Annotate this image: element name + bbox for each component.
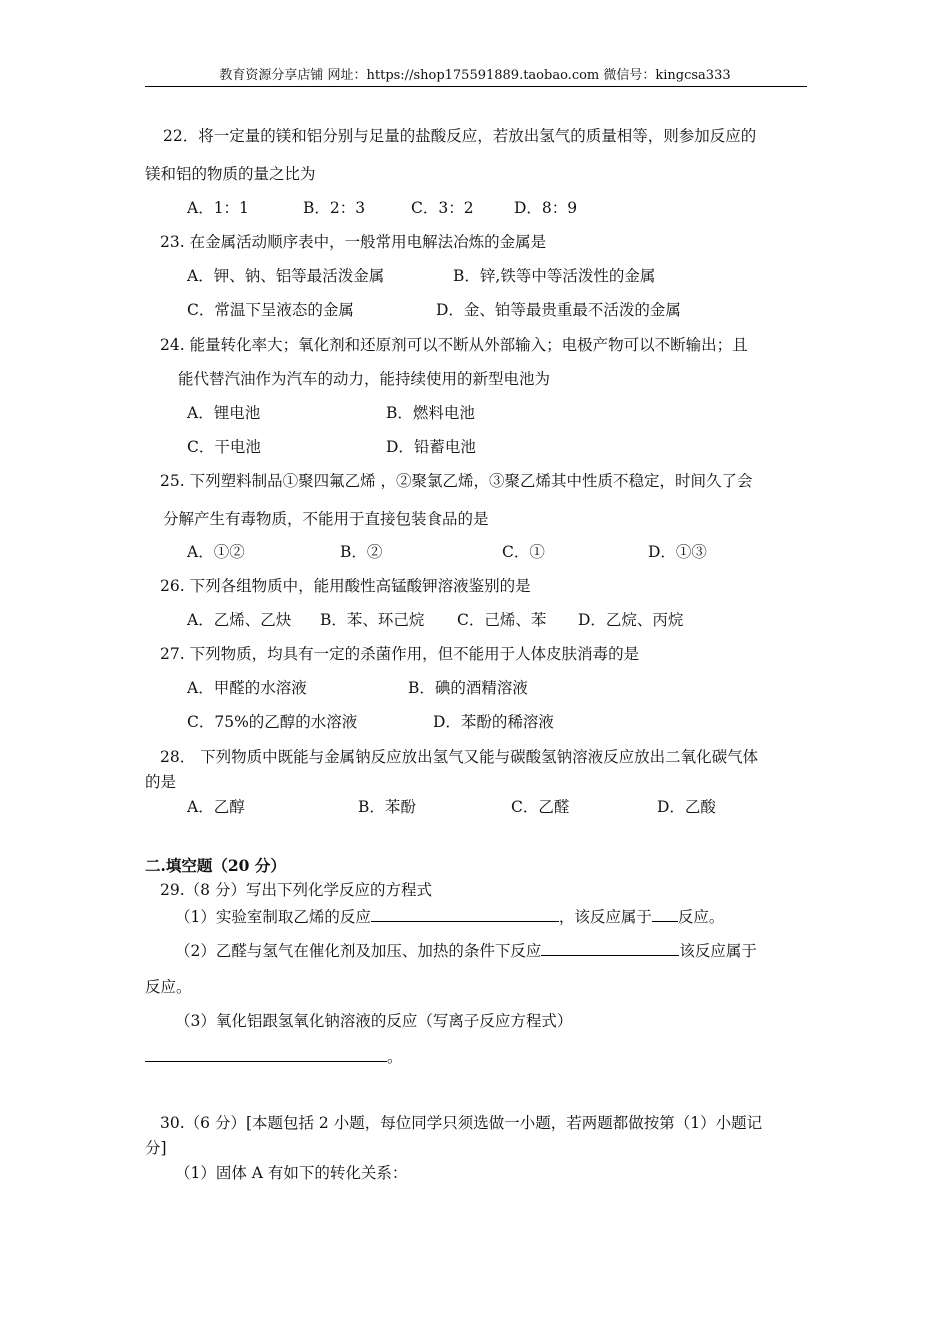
q24-stem-line2: 能代替汽油作为汽车的动力，能持续使用的新型电池为: [178, 370, 551, 388]
q29-part3-answer: [145, 1045, 403, 1067]
q28-option-b: B．苯酚: [358, 798, 416, 816]
q22-stem-line2: 镁和铝的物质的量之比为: [145, 165, 316, 183]
q30-stem-line2: 分]: [145, 1139, 167, 1157]
q29-part1: [175, 905, 724, 927]
q25-option-b: B．②: [340, 543, 383, 561]
q24-option-d: D．铅蓄电池: [386, 438, 476, 456]
q28-option-c: C．乙醛: [511, 798, 570, 816]
q24-option-a: A．锂电池: [187, 404, 261, 422]
q25-stem-line1: 25. 下列塑料制品①聚四氟乙烯 ，②聚氯乙烯，③聚乙烯其中性质不稳定，时间久了会: [160, 472, 753, 490]
page-header: 教育资源分享店铺 网址：https://shop175591889.taobao.com 微信号：kingcsa333: [219, 68, 731, 83]
q23-option-c: C．常温下呈液态的金属: [187, 301, 354, 319]
q22-option-c: C．3：2: [411, 199, 474, 217]
q26-option-d: D．乙烷、丙烷: [578, 611, 684, 629]
q29-part2-text: （2）乙醛与氢气在催化剂及加压、加热的条件下反应: [175, 942, 542, 960]
q26-option-c: C．己烯、苯: [457, 611, 547, 629]
q29-part3-blank-equation[interactable]: [145, 1045, 387, 1062]
q28-option-a: A．乙醇: [187, 798, 245, 816]
q22-option-d: D．8：9: [514, 199, 578, 217]
q25-option-c: C．①: [502, 543, 545, 561]
q30-sub1: （1）固体 A 有如下的转化关系：: [175, 1164, 408, 1182]
q29-stem: 29.（8 分）写出下列化学反应的方程式: [160, 881, 432, 899]
q29-part1-end: 反应。: [677, 908, 725, 926]
q22-option-a: A．1：1: [187, 199, 249, 217]
q30-stem-line1: 30.（6 分）[本题包括 2 小题，每位同学只须选做一小题，若两题都做按第（1）小题记: [160, 1114, 763, 1132]
q24-stem-line1: 24. 能量转化率大；氧化剂和还原剂可以不断从外部输入；电极产物可以不断输出；且: [160, 336, 748, 354]
q29-part3-end: 。: [387, 1048, 403, 1066]
q25-option-d: D．①③: [648, 543, 707, 561]
q29-part2: [175, 939, 757, 961]
q27-stem: 27. 下列物质，均具有一定的杀菌作用，但不能用于人体皮肤消毒的是: [160, 645, 640, 663]
q24-option-b: B．燃料电池: [386, 404, 475, 422]
q27-option-a: A．甲醛的水溶液: [187, 679, 307, 697]
header-divider: [145, 86, 807, 87]
q25-stem-line2: 分解产生有毒物质，不能用于直接包装食品的是: [163, 510, 489, 528]
q28-stem-line1: 28． 下列物质中既能与金属钠反应放出氢气又能与碳酸氢钠溶液反应放出二氧化碳气体: [160, 748, 759, 766]
q22-stem-line1: 22．将一定量的镁和铝分别与足量的盐酸反应，若放出氢气的质量相等，则参加反应的: [163, 127, 757, 145]
q26-option-b: B．苯、环己烷: [320, 611, 425, 629]
q29-part2-blank-equation[interactable]: [541, 939, 679, 956]
q28-option-d: D．乙酸: [657, 798, 716, 816]
q23-option-d: D．金、铂等最贵重最不活泼的金属: [436, 301, 681, 319]
q26-stem: 26. 下列各组物质中，能用酸性高锰酸钾溶液鉴别的是: [160, 577, 531, 595]
q27-option-c: C．75%的乙醇的水溶液: [187, 713, 358, 731]
q24-option-c: C．干电池: [187, 438, 261, 456]
q23-stem: 23. 在金属活动顺序表中，一般常用电解法冶炼的金属是: [160, 233, 547, 251]
q22-option-b: B．2：3: [303, 199, 366, 217]
q27-option-d: D．苯酚的稀溶液: [433, 713, 554, 731]
q25-option-a: A．①②: [187, 543, 245, 561]
q23-option-b: B．锌,铁等中等活泼性的金属: [453, 267, 656, 285]
q26-option-a: A．乙烯、乙炔: [187, 611, 292, 629]
q29-part3: （3）氧化铝跟氢氧化钠溶液的反应（写离子反应方程式）: [175, 1012, 573, 1030]
q29-part1-text: （1）实验室制取乙烯的反应: [175, 908, 371, 926]
q29-part1-type-text: ，该反应属于: [558, 908, 652, 926]
q29-part1-blank-type[interactable]: [652, 905, 678, 922]
q29-part2-end: 反应。: [145, 978, 192, 996]
section-title-fill-in: 二.填空题（20 分）: [145, 856, 286, 875]
q23-option-a: A．钾、钠、铝等最活泼金属: [187, 267, 385, 285]
q28-stem-line2: 的是: [145, 773, 177, 791]
q27-option-b: B．碘的酒精溶液: [408, 679, 528, 697]
q29-part2-type-text: 该反应属于: [679, 942, 757, 960]
q29-part1-blank-equation[interactable]: [371, 905, 559, 922]
